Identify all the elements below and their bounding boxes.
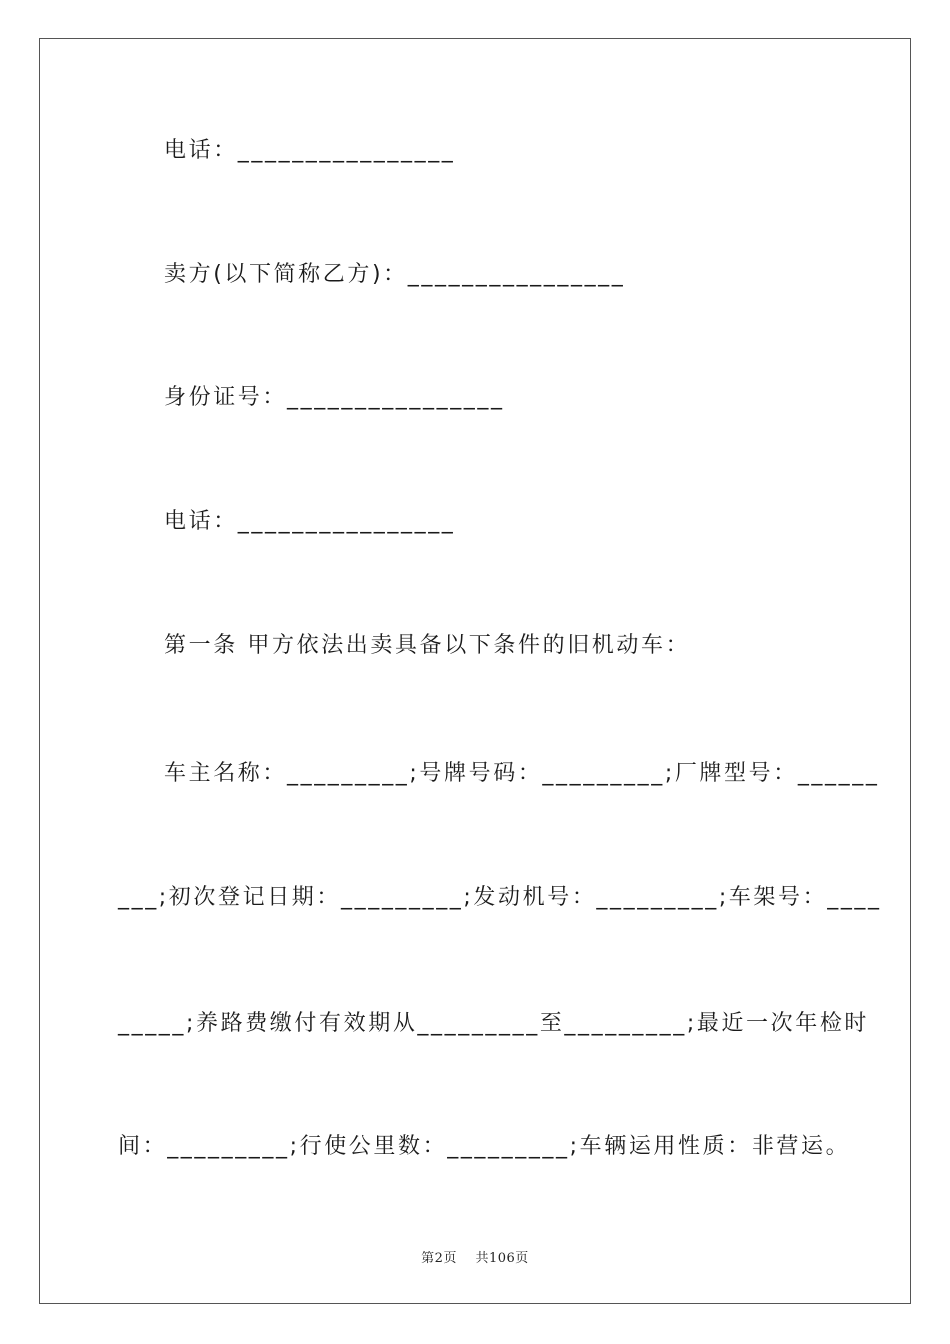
vehicle-info-line-2: ___;初次登记日期：_________;发动机号：_________;车架号：____ bbox=[118, 885, 882, 910]
page-footer bbox=[0, 1247, 950, 1266]
seller-name-line: 卖方(以下简称乙方)：________________ bbox=[164, 262, 626, 287]
buyer-phone-line: 电话：________________ bbox=[164, 138, 456, 163]
article-one-heading: 第一条 甲方依法出卖具备以下条件的旧机动车： bbox=[164, 633, 691, 658]
seller-id-line: 身份证号：________________ bbox=[164, 385, 505, 410]
vehicle-info-line-1: 车主名称：_________;号牌号码：_________;厂牌型号：______ bbox=[164, 761, 880, 786]
total-pages: 共106页 bbox=[475, 1251, 529, 1266]
vehicle-info-line-3: _____;养路费缴付有效期从_________至_________;最近一次年检时 bbox=[118, 1011, 870, 1036]
page-number: 第2页 bbox=[421, 1251, 457, 1266]
vehicle-info-line-4: 间：_________;行使公里数：_________;车辆运用性质：非营运。 bbox=[118, 1134, 851, 1159]
seller-phone-line: 电话：________________ bbox=[164, 509, 456, 534]
page-border bbox=[39, 38, 911, 1304]
